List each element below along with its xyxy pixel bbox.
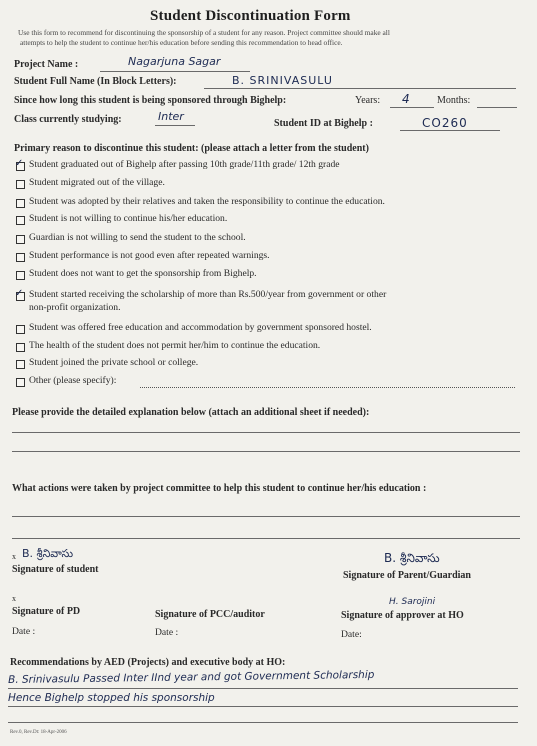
pd-date-label: Date : — [12, 626, 36, 637]
class-label: Class currently studying: — [14, 114, 122, 125]
reason-text: Student graduated out of Bighelp after passing 10th grade/11th grade/ 12th grade — [29, 159, 340, 170]
reason-checkbox[interactable] — [16, 378, 25, 387]
sponsored-duration-label: Since how long this student is being sponsored through Bighelp: — [14, 95, 287, 106]
explanation-label: Please provide the detailed explanation below (attach an additional sheet if needed): — [12, 407, 370, 418]
ho-date-label: Date: — [341, 629, 362, 640]
class-value[interactable]: Inter — [158, 110, 184, 123]
pcc-signature-label: Signature of PCC/auditor — [155, 609, 265, 620]
recommendation-rule-1 — [8, 688, 518, 689]
reason-checkbox[interactable] — [16, 325, 25, 334]
parent-signature-label: Signature of Parent/Guardian — [343, 570, 471, 581]
pd-signature-label: Signature of PD — [12, 606, 81, 617]
years-value[interactable]: 4 — [402, 92, 410, 106]
reason-text: Student performance is not good even after repeated warnings. — [29, 250, 270, 261]
reason-text: Guardian is not willing to send the student to the school. — [29, 232, 246, 243]
recommendation-rule-3 — [8, 722, 518, 723]
check-mark-icon: ✓ — [15, 158, 24, 169]
project-name-line — [100, 71, 250, 72]
student-sig-x: x — [12, 552, 16, 561]
recommendation-rule-2 — [8, 706, 518, 707]
recommendations-label: Recommendations by AED (Projects) and executive body at HO: — [10, 657, 286, 668]
other-specify-line — [140, 387, 515, 388]
reasons-heading: Primary reason to discontinue this student: (please attach a letter from the student) — [14, 143, 369, 154]
explanation-line-2[interactable] — [12, 451, 520, 452]
months-line — [477, 107, 517, 108]
revision-footer: Rev.0, Rev.Dt: 18-Apr-2006 — [10, 730, 67, 735]
recommendation-line-2[interactable]: Hence Bighelp stopped his sponsorship — [8, 692, 215, 704]
reason-checkbox[interactable] — [16, 180, 25, 189]
reason-text: The health of the student does not permit her/him to continue the education. — [29, 340, 321, 351]
pd-sig-x: x — [12, 594, 16, 603]
reason-checkbox[interactable] — [16, 235, 25, 244]
project-name-label: Project Name : — [14, 59, 79, 70]
student-name-value[interactable]: B. SRINIVASULU — [232, 74, 333, 87]
parent-signature: B. శ్రీనివాసు — [384, 551, 440, 565]
pcc-date-label: Date : — [155, 627, 179, 638]
form-title: Student Discontinuation Form — [150, 8, 351, 24]
class-line — [155, 125, 195, 126]
reason-text: Student was adopted by their relatives and taken the responsibility to continue the education. — [29, 196, 385, 207]
student-id-value[interactable]: CO260 — [422, 116, 468, 130]
form-intro-line2: attempts to help the student to continue her/his education before sending this recommendation to head office. — [20, 38, 343, 47]
explanation-line-1[interactable] — [12, 432, 520, 433]
reason-text: Student does not want to get the sponsorship from Bighelp. — [29, 268, 257, 279]
reason-checkbox[interactable] — [16, 253, 25, 262]
actions-line-2[interactable] — [12, 538, 520, 539]
approver-signature-label: Signature of approver at HO — [341, 610, 464, 621]
reason-checkbox[interactable] — [16, 216, 25, 225]
reason-checkbox[interactable] — [16, 360, 25, 369]
student-id-line — [400, 130, 500, 131]
check-mark-icon: ✓ — [15, 288, 24, 299]
reason-text: Other (please specify): — [29, 375, 117, 386]
reason-checkbox[interactable] — [16, 199, 25, 208]
student-name-line — [204, 88, 516, 89]
months-label: Months: — [437, 95, 471, 106]
approver-signature: H. Sarojini — [389, 597, 436, 607]
actions-line-1[interactable] — [12, 516, 520, 517]
reason-text: Student is not willing to continue his/her education. — [29, 213, 228, 224]
student-name-label: Student Full Name (In Block Letters): — [14, 76, 177, 87]
reason-checkbox[interactable] — [16, 343, 25, 352]
years-label: Years: — [355, 95, 381, 106]
reason-text: Student migrated out of the village. — [29, 177, 165, 188]
reason-text: Student joined the private school or college. — [29, 357, 199, 368]
years-line — [390, 107, 434, 108]
reason-text-continued: non-profit organization. — [29, 302, 121, 313]
form-intro-line1: Use this form to recommend for discontinuing the sponsorship of a student for any reason. Project committee should make all — [18, 28, 390, 37]
recommendation-line-1[interactable]: B. Srinivasulu Passed Inter IInd year and got Government Scholarship — [8, 668, 375, 686]
student-signature-label: Signature of student — [12, 564, 99, 575]
reason-text: Student was offered free education and accommodation by government sponsored hostel. — [29, 322, 372, 333]
reason-checkbox[interactable] — [16, 271, 25, 280]
actions-label: What actions were taken by project committee to help this student to continue her/his education : — [12, 483, 427, 494]
student-signature: B. శ్రీనివాసు — [22, 547, 74, 560]
reason-text: Student started receiving the scholarship of more than Rs.500/year from government or other — [29, 289, 387, 300]
project-name-value[interactable]: Nagarjuna Sagar — [128, 55, 221, 68]
student-id-label: Student ID at Bighelp : — [274, 118, 373, 129]
